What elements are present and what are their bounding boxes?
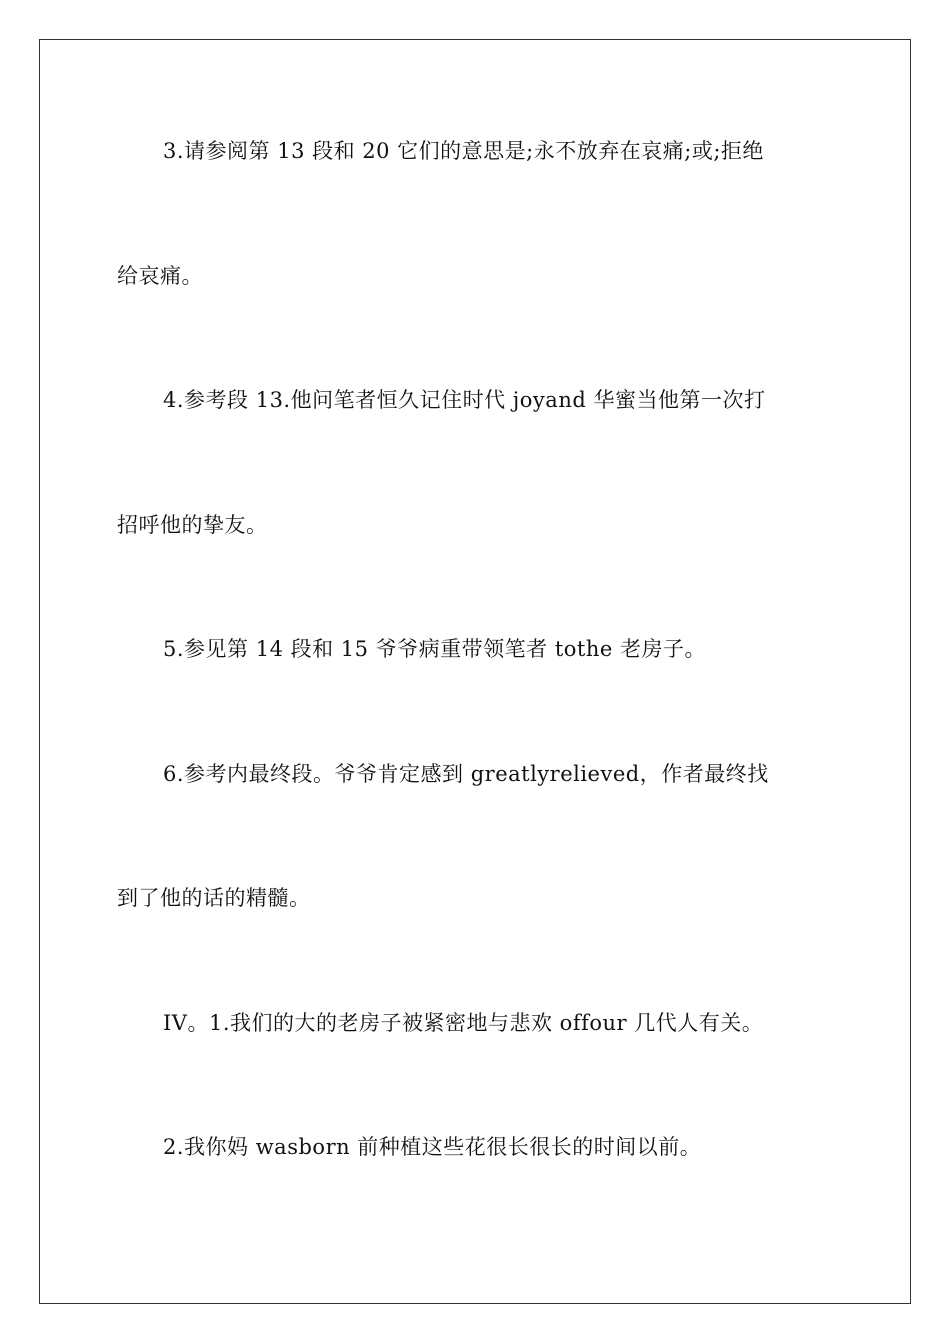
item-5-line-1: 5.参见第 14 段和 15 爷爷病重带领笔者 tothe 老房子。	[163, 637, 707, 661]
item-6-line-1: 6.参考内最终段。爷爷肯定感到 greatlyrelieved，作者最终找	[163, 762, 769, 786]
section-iv-item-1: IV。1.我们的大的老房子被紧密地与悲欢 offour 几代人有关。	[163, 1011, 764, 1035]
item-4-line-1: 4.参考段 13.他问笔者恒久记住时代 joyand 华蜜当他第一次打	[163, 388, 766, 412]
item-6-line-2: 到了他的话的精髓。	[117, 886, 311, 910]
item-3-line-2: 给哀痛。	[117, 264, 203, 288]
section-iv-item-2: 2.我你妈 wasborn 前种植这些花很长很长的时间以前。	[163, 1135, 702, 1159]
page-border	[39, 39, 911, 1304]
item-4-line-2: 招呼他的挚友。	[117, 513, 268, 537]
item-3-line-1: 3.请参阅第 13 段和 20 它们的意思是;永不放弃在哀痛;或;拒绝	[163, 139, 764, 163]
